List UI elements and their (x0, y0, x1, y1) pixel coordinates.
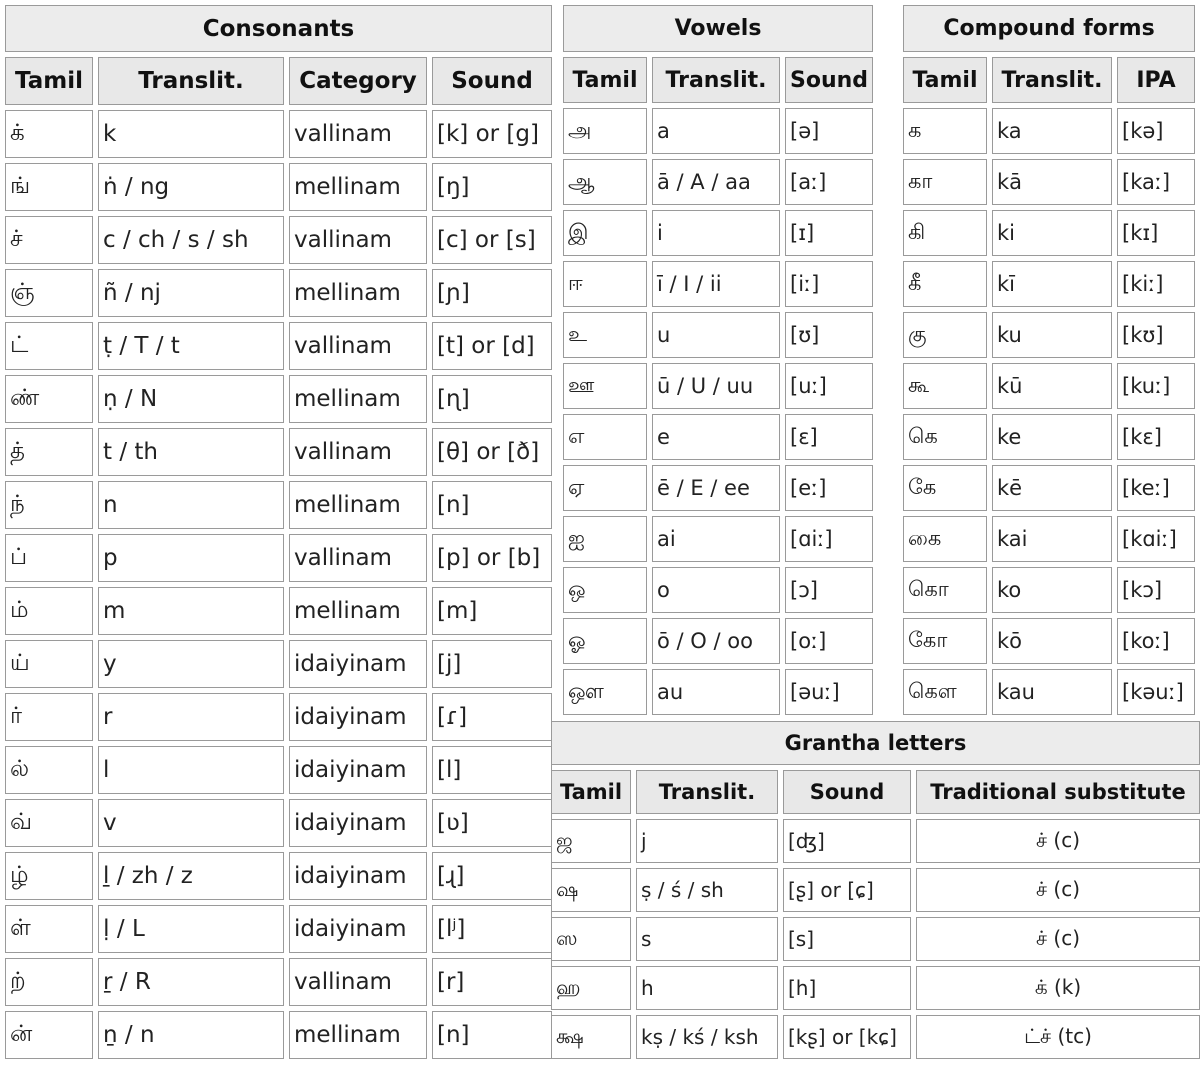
grantha-tamil-cell: ஜ (551, 819, 631, 863)
consonant-translit-cell: l (98, 746, 284, 794)
consonants-header-category: Category (289, 57, 427, 105)
compound-tamil-cell: கீ (903, 261, 987, 307)
consonant-translit-cell: k (98, 110, 284, 158)
consonant-sound-cell: [θ] or [ð] (432, 428, 552, 476)
consonant-category-cell: idaiyinam (289, 799, 427, 847)
grantha-substitute-cell: ட்ச் (tc) (916, 1015, 1200, 1059)
grantha-tamil-cell: ஸ (551, 917, 631, 961)
consonant-row (5, 852, 552, 900)
compound-tamil-cell: கோ (903, 618, 987, 664)
consonant-translit-cell: p (98, 534, 284, 582)
consonants-header-sound: Sound (432, 57, 552, 105)
consonant-sound-cell: [ʋ] (432, 799, 552, 847)
consonant-row (5, 693, 552, 741)
vowel-row (563, 669, 873, 715)
compound-translit-cell: kō (992, 618, 1112, 664)
grantha-title: Grantha letters (551, 721, 1200, 765)
vowel-sound-cell: [əuː] (785, 669, 873, 715)
grantha-substitute-cell: ச் (c) (916, 868, 1200, 912)
compound-ipa-cell: [kɔ] (1117, 567, 1195, 613)
vowel-row (563, 312, 873, 358)
vowel-row (563, 363, 873, 409)
vowel-sound-cell: [iː] (785, 261, 873, 307)
grantha-substitute-cell: ச் (c) (916, 917, 1200, 961)
vowels-header-translit: Translit. (652, 57, 780, 103)
compound-row (903, 414, 1195, 460)
consonant-sound-cell: [k] or [g] (432, 110, 552, 158)
compound-header-ipa: IPA (1117, 57, 1195, 103)
consonant-category-cell: idaiyinam (289, 852, 427, 900)
consonants-header-translit: Translit. (98, 57, 284, 105)
consonant-row (5, 322, 552, 370)
consonant-category-cell: idaiyinam (289, 693, 427, 741)
vowel-translit-cell: ō / O / oo (652, 618, 780, 664)
grantha-translit-cell: h (636, 966, 778, 1010)
vowel-translit-cell: au (652, 669, 780, 715)
vowel-tamil-cell: ஐ (563, 516, 647, 562)
consonant-translit-cell: r (98, 693, 284, 741)
compound-tamil-cell: கை (903, 516, 987, 562)
consonant-tamil-cell: ள் (5, 905, 93, 953)
grantha-tamil-cell: ஹ (551, 966, 631, 1010)
consonant-sound-cell: [ɳ] (432, 375, 552, 423)
vowel-row (563, 159, 873, 205)
vowel-row (563, 465, 873, 511)
compound-ipa-cell: [kəuː] (1117, 669, 1195, 715)
vowel-translit-cell: ā / A / aa (652, 159, 780, 205)
compound-tamil-cell: கி (903, 210, 987, 256)
compound-translit-cell: kai (992, 516, 1112, 562)
vowels-title: Vowels (563, 5, 873, 52)
compound-row (903, 210, 1195, 256)
consonant-row (5, 905, 552, 953)
grantha-body (551, 819, 1200, 1059)
consonant-row (5, 375, 552, 423)
consonant-translit-cell: ḷ / L (98, 905, 284, 953)
consonant-category-cell: mellinam (289, 481, 427, 529)
compound-tamil-cell: கொ (903, 567, 987, 613)
compound-row (903, 516, 1195, 562)
vowel-row (563, 567, 873, 613)
compound-translit-cell: kī (992, 261, 1112, 307)
compound-tamil-cell: கௌ (903, 669, 987, 715)
compound-ipa-cell: [kaː] (1117, 159, 1195, 205)
consonants-header-tamil: Tamil (5, 57, 93, 105)
grantha-header-translit: Translit. (636, 770, 778, 814)
vowel-sound-cell: [oː] (785, 618, 873, 664)
compound-row (903, 312, 1195, 358)
compound-row (903, 108, 1195, 154)
consonant-translit-cell: y (98, 640, 284, 688)
consonant-sound-cell: [r] (432, 958, 552, 1006)
grantha-table (546, 716, 1200, 1064)
consonant-sound-cell: [n] (432, 1011, 552, 1059)
vowel-row (563, 108, 873, 154)
consonant-tamil-cell: க் (5, 110, 93, 158)
consonant-sound-cell: [n] (432, 481, 552, 529)
consonant-translit-cell: t / th (98, 428, 284, 476)
consonant-sound-cell: [c] or [s] (432, 216, 552, 264)
consonant-category-cell: mellinam (289, 1011, 427, 1059)
consonants-title: Consonants (5, 5, 552, 52)
compound-translit-cell: ko (992, 567, 1112, 613)
vowels-body (563, 108, 873, 715)
vowel-translit-cell: ū / U / uu (652, 363, 780, 409)
consonant-translit-cell: ḻ / zh / z (98, 852, 284, 900)
vowel-sound-cell: [ɛ] (785, 414, 873, 460)
consonant-sound-cell: [ɾ] (432, 693, 552, 741)
grantha-row (551, 966, 1200, 1010)
consonant-tamil-cell: ழ் (5, 852, 93, 900)
consonant-category-cell: idaiyinam (289, 746, 427, 794)
vowel-row (563, 516, 873, 562)
compound-row (903, 465, 1195, 511)
consonants-body (5, 110, 552, 1059)
consonant-tamil-cell: ஞ் (5, 269, 93, 317)
consonant-row (5, 428, 552, 476)
grantha-translit-cell: j (636, 819, 778, 863)
grantha-header-substitute: Traditional substitute (916, 770, 1200, 814)
consonant-sound-cell: [ɲ] (432, 269, 552, 317)
grantha-translit-cell: s (636, 917, 778, 961)
compound-ipa-cell: [kɛ] (1117, 414, 1195, 460)
consonant-tamil-cell: ண் (5, 375, 93, 423)
vowel-translit-cell: ī / I / ii (652, 261, 780, 307)
grantha-substitute-cell: க் (k) (916, 966, 1200, 1010)
vowel-sound-cell: [ʊ] (785, 312, 873, 358)
consonant-category-cell: mellinam (289, 587, 427, 635)
consonant-category-cell: vallinam (289, 428, 427, 476)
consonant-sound-cell: [lʲ] (432, 905, 552, 953)
consonants-table (0, 0, 557, 1064)
compound-translit-cell: ki (992, 210, 1112, 256)
consonant-row (5, 746, 552, 794)
consonant-translit-cell: c / ch / s / sh (98, 216, 284, 264)
consonant-category-cell: mellinam (289, 269, 427, 317)
vowel-tamil-cell: ஈ (563, 261, 647, 307)
compound-tamil-cell: கெ (903, 414, 987, 460)
consonant-row (5, 587, 552, 635)
vowel-sound-cell: [ɔ] (785, 567, 873, 613)
consonant-row (5, 1011, 552, 1059)
compound-translit-cell: kā (992, 159, 1112, 205)
vowel-tamil-cell: அ (563, 108, 647, 154)
compound-tamil-cell: க (903, 108, 987, 154)
grantha-row (551, 868, 1200, 912)
consonant-category-cell: vallinam (289, 322, 427, 370)
consonant-row (5, 216, 552, 264)
vowel-tamil-cell: ஆ (563, 159, 647, 205)
vowels-table (558, 0, 878, 720)
consonant-sound-cell: [ŋ] (432, 163, 552, 211)
vowel-tamil-cell: ஓ (563, 618, 647, 664)
consonant-translit-cell: v (98, 799, 284, 847)
grantha-row (551, 917, 1200, 961)
consonant-row (5, 640, 552, 688)
consonant-sound-cell: [l] (432, 746, 552, 794)
consonant-tamil-cell: ட் (5, 322, 93, 370)
grantha-sound-cell: [s] (783, 917, 911, 961)
vowel-translit-cell: u (652, 312, 780, 358)
compound-ipa-cell: [keː] (1117, 465, 1195, 511)
vowel-translit-cell: o (652, 567, 780, 613)
consonant-tamil-cell: ங் (5, 163, 93, 211)
consonant-row (5, 163, 552, 211)
vowel-row (563, 210, 873, 256)
vowel-row (563, 261, 873, 307)
compound-body (903, 108, 1195, 715)
consonant-translit-cell: ṅ / ng (98, 163, 284, 211)
grantha-row (551, 819, 1200, 863)
consonant-sound-cell: [t] or [d] (432, 322, 552, 370)
compound-row (903, 567, 1195, 613)
compound-row (903, 618, 1195, 664)
consonant-row (5, 534, 552, 582)
vowel-sound-cell: [ɑiː] (785, 516, 873, 562)
compound-row (903, 669, 1195, 715)
vowel-tamil-cell: ஒ (563, 567, 647, 613)
vowel-translit-cell: ē / E / ee (652, 465, 780, 511)
vowel-sound-cell: [ə] (785, 108, 873, 154)
consonant-translit-cell: ṇ / N (98, 375, 284, 423)
vowel-tamil-cell: இ (563, 210, 647, 256)
consonant-translit-cell: ñ / nj (98, 269, 284, 317)
consonant-category-cell: idaiyinam (289, 640, 427, 688)
grantha-translit-cell: ṣ / ś / sh (636, 868, 778, 912)
consonant-row (5, 799, 552, 847)
vowel-tamil-cell: ஊ (563, 363, 647, 409)
compound-tamil-cell: கே (903, 465, 987, 511)
vowel-translit-cell: e (652, 414, 780, 460)
consonant-row (5, 110, 552, 158)
vowel-sound-cell: [uː] (785, 363, 873, 409)
compound-header-translit: Translit. (992, 57, 1112, 103)
consonant-category-cell: mellinam (289, 375, 427, 423)
compound-ipa-cell: [kə] (1117, 108, 1195, 154)
compound-table (898, 0, 1200, 720)
vowel-sound-cell: [eː] (785, 465, 873, 511)
vowel-translit-cell: ai (652, 516, 780, 562)
vowel-sound-cell: [ɪ] (785, 210, 873, 256)
compound-ipa-cell: [kɪ] (1117, 210, 1195, 256)
consonant-tamil-cell: ய் (5, 640, 93, 688)
consonant-tamil-cell: வ் (5, 799, 93, 847)
consonant-tamil-cell: ல் (5, 746, 93, 794)
consonant-category-cell: vallinam (289, 110, 427, 158)
compound-ipa-cell: [kɑiː] (1117, 516, 1195, 562)
compound-tamil-cell: கு (903, 312, 987, 358)
compound-row (903, 159, 1195, 205)
compound-ipa-cell: [kiː] (1117, 261, 1195, 307)
consonant-translit-cell: ṉ / n (98, 1011, 284, 1059)
compound-row (903, 363, 1195, 409)
vowel-tamil-cell: எ (563, 414, 647, 460)
compound-translit-cell: kē (992, 465, 1112, 511)
grantha-tamil-cell: க்ஷ (551, 1015, 631, 1059)
consonant-category-cell: vallinam (289, 534, 427, 582)
vowel-row (563, 414, 873, 460)
grantha-translit-cell: kṣ / kś / ksh (636, 1015, 778, 1059)
compound-translit-cell: ku (992, 312, 1112, 358)
grantha-sound-cell: [ʂ] or [ɕ] (783, 868, 911, 912)
vowel-tamil-cell: ஏ (563, 465, 647, 511)
consonant-tamil-cell: ற் (5, 958, 93, 1006)
consonant-translit-cell: m (98, 587, 284, 635)
vowels-header-sound: Sound (785, 57, 873, 103)
compound-ipa-cell: [kʊ] (1117, 312, 1195, 358)
consonant-category-cell: vallinam (289, 216, 427, 264)
grantha-header-sound: Sound (783, 770, 911, 814)
compound-ipa-cell: [koː] (1117, 618, 1195, 664)
consonant-row (5, 481, 552, 529)
consonant-translit-cell: ṟ / R (98, 958, 284, 1006)
consonant-sound-cell: [ɻ] (432, 852, 552, 900)
consonant-row (5, 269, 552, 317)
grantha-sound-cell: [h] (783, 966, 911, 1010)
vowel-sound-cell: [aː] (785, 159, 873, 205)
consonant-tamil-cell: ச் (5, 216, 93, 264)
compound-ipa-cell: [kuː] (1117, 363, 1195, 409)
compound-title: Compound forms (903, 5, 1195, 52)
compound-tamil-cell: கா (903, 159, 987, 205)
consonant-tamil-cell: ப் (5, 534, 93, 582)
compound-translit-cell: ke (992, 414, 1112, 460)
consonant-tamil-cell: ன் (5, 1011, 93, 1059)
vowel-translit-cell: i (652, 210, 780, 256)
compound-tamil-cell: கூ (903, 363, 987, 409)
consonant-row (5, 958, 552, 1006)
vowels-header-tamil: Tamil (563, 57, 647, 103)
compound-header-tamil: Tamil (903, 57, 987, 103)
vowel-tamil-cell: ஔ (563, 669, 647, 715)
grantha-sound-cell: [ʤ] (783, 819, 911, 863)
grantha-header-tamil: Tamil (551, 770, 631, 814)
consonant-tamil-cell: ந் (5, 481, 93, 529)
grantha-tamil-cell: ஷ (551, 868, 631, 912)
consonant-category-cell: idaiyinam (289, 905, 427, 953)
vowel-translit-cell: a (652, 108, 780, 154)
consonant-translit-cell: ṭ / T / t (98, 322, 284, 370)
vowel-tamil-cell: உ (563, 312, 647, 358)
consonant-tamil-cell: ர் (5, 693, 93, 741)
grantha-row (551, 1015, 1200, 1059)
consonant-sound-cell: [m] (432, 587, 552, 635)
consonant-tamil-cell: ம் (5, 587, 93, 635)
consonant-sound-cell: [p] or [b] (432, 534, 552, 582)
compound-translit-cell: kau (992, 669, 1112, 715)
consonant-category-cell: vallinam (289, 958, 427, 1006)
compound-translit-cell: ka (992, 108, 1112, 154)
consonant-tamil-cell: த் (5, 428, 93, 476)
grantha-sound-cell: [kʂ] or [kɕ] (783, 1015, 911, 1059)
consonant-sound-cell: [j] (432, 640, 552, 688)
grantha-substitute-cell: ச் (c) (916, 819, 1200, 863)
compound-row (903, 261, 1195, 307)
consonant-category-cell: mellinam (289, 163, 427, 211)
vowel-row (563, 618, 873, 664)
consonant-translit-cell: n (98, 481, 284, 529)
compound-translit-cell: kū (992, 363, 1112, 409)
